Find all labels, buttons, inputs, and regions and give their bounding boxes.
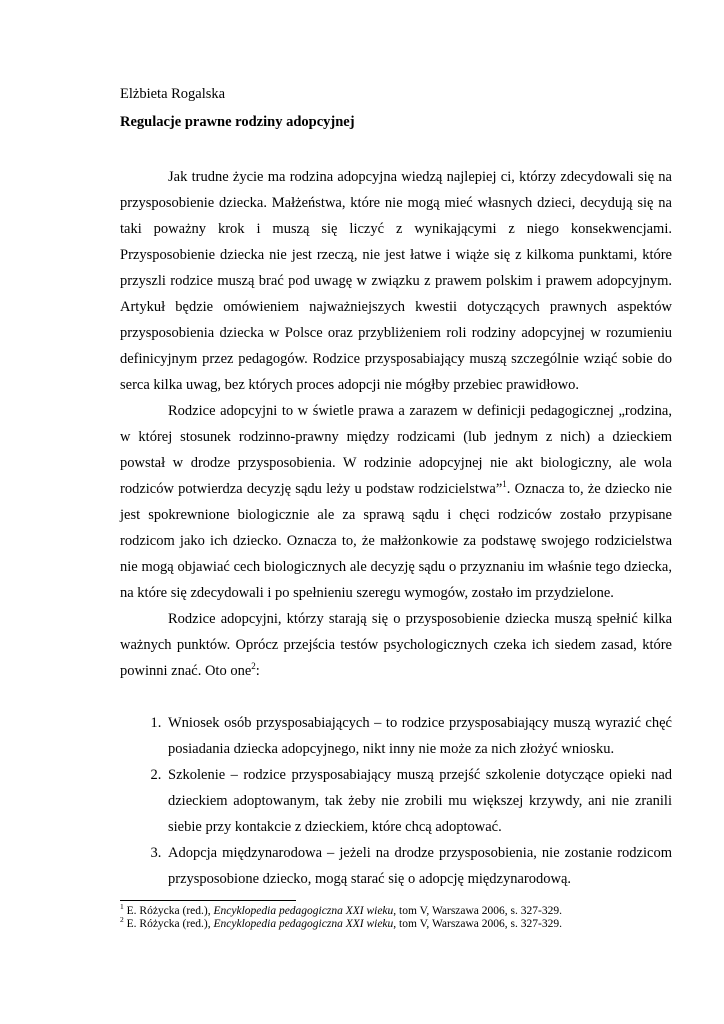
requirements-list — [120, 710, 672, 892]
paragraph-intro: Jak trudne życie ma rodzina adopcyjna wiedzą najlepiej ci, którzy zdecydowali się na przysposobienie dziecka. Małżeństwa, które nie mogą mieć własnych dzieci, decydują się na taki poważny krok i muszą się liczyć z wynikającymi z niego konsekwencjami. Przysposobienie dziecka nie jest rzeczą, nie jest łatwe i wiąże się z kilkoma punktami, które przyszli rodzice muszą brać pod uwagę w związku z prawem polskim i prawem adopcyjnym. Artykuł będzie omówieniem najważniejszych kwestii dotyczących prawnych aspektów przysposobienia dziecka w Polsce oraz przybliżeniem roli rodziny adopcyjnej w rozumieniu definicyjnym przez pedagogów. Rodzice przysposabiający muszą szczególnie wziąć sobie do serca kilka uwag, bez których proces adopcji nie mógłby przebiec prawidłowo. — [120, 169, 672, 393]
footnote-2 — [120, 915, 672, 931]
footnote-text: E. Różycka (red.), — [123, 918, 214, 930]
footnotes — [120, 900, 672, 931]
paragraph-text: Rodzice adopcyjni to w świetle prawa a zarazem w definicji pedagogicznej „rodzina, w której stosunek rodzinno-prawny między rodzicami (lub jednym z nich) a dzieckiem powstał w drodze przysposobienia. W rodzinie adopcyjnej nie akt biologiczny, ale wola rodziców potwierdza decyzję sądu leży u podstaw rodzicielstwa” — [120, 403, 672, 497]
footnote-mark: 2 — [120, 915, 124, 925]
footnote-text: , tom V, Warszawa 2006, s. 327-329. — [393, 918, 562, 930]
paragraph-text: : — [255, 663, 260, 679]
footnote-work-title: Encyklopedia pedagogiczna XXI wieku — [213, 918, 394, 930]
footnote-ref-2: 2 — [251, 661, 256, 672]
author-name: Elżbieta Rogalska — [120, 86, 226, 102]
footnote-separator — [120, 900, 296, 901]
article-title: Regulacje prawne rodziny adopcyjnej — [120, 114, 355, 130]
footnote-ref-1: 1 — [502, 479, 507, 490]
paragraph-text: . Oznacza to, że dziecko nie jest spokrewnione biologicznie ale za sprawą sądu i chęci rodziców zostało przypisane rodzicom jako ich dziecko. Oznacza to, że małżonkowie za podstawę swojego rodzicielstwa nie mogą objawiać cech biologicznych ale decyzję sądu o przyznaniu im właśnie tego dziecka, na które się zdecydowali i po spełnieniu szeregu wymogów, zostało im przydzielone. — [120, 481, 672, 601]
footnote-mark: 1 — [120, 902, 124, 912]
footnote-text: E. Różycka (red.), — [123, 905, 214, 917]
list-item: 1. Wniosek osób przysposabiających – to rodzice przysposabiający muszą wyrazić chęć posiadania dziecka adopcyjnego, nikt inny nie może za nich złożyć wniosku. — [165, 710, 672, 762]
document-body — [120, 84, 672, 892]
footnote-1 — [120, 902, 672, 918]
list-item: 3. Adopcja międzynarodowa – jeżeli na drodze przysposobienia, nie zostanie rodzicom przysposobione dziecko, mogą starać się o adopcję międzynarodową. — [165, 840, 672, 892]
paragraph-definition — [120, 398, 672, 606]
footnote-work-title: Encyklopedia pedagogiczna XXI wieku — [213, 905, 394, 917]
paragraph-text: Rodzice adopcyjni, którzy starają się o przysposobienie dziecka muszą spełnić kilka ważnych punktów. Oprócz przejścia testów psychologicznych czeka ich siedem zasad, które powinni znać. Oto one — [120, 611, 672, 679]
paragraph-requirements — [120, 606, 672, 684]
footnote-text: , tom V, Warszawa 2006, s. 327-329. — [393, 905, 562, 917]
list-item: 2. Szkolenie – rodzice przysposabiający muszą przejść szkolenie dotyczące opieki nad dzieckiem adoptowanym, tak żeby nie zrobili mu większej krzywdy, ani nie zranili siebie przy kontakcie z dzieckiem, które chcą adoptować. — [165, 762, 672, 840]
